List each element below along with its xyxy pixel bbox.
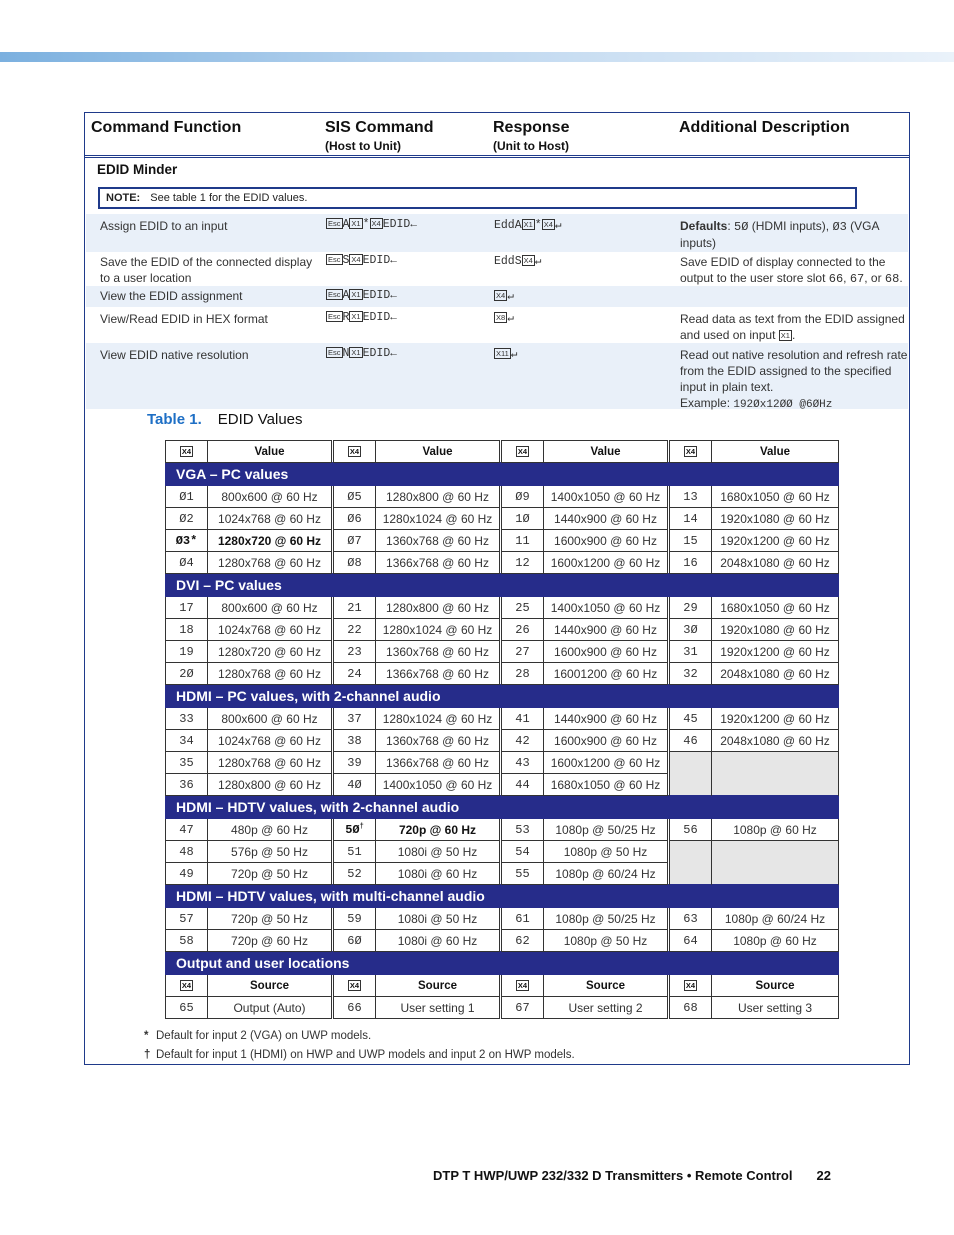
edid-value: 720p @ 50 Hz bbox=[208, 908, 332, 930]
table-section-band bbox=[166, 796, 839, 819]
edid-code: 64 bbox=[670, 930, 712, 952]
edid-value: 720p @ 60 Hz bbox=[208, 930, 332, 952]
edid-code: 58 bbox=[166, 930, 208, 952]
edid-value: 1366x768 @ 60 Hz bbox=[376, 663, 500, 685]
esc-key-icon: Esc bbox=[328, 290, 341, 299]
table-row bbox=[166, 841, 839, 863]
edid-value: 1360x768 @ 60 Hz bbox=[376, 641, 500, 663]
header-col3-sub: (Unit to Host) bbox=[493, 139, 569, 153]
edid-value: 2048x1080 @ 60 Hz bbox=[712, 552, 839, 574]
edid-value: 576p @ 50 Hz bbox=[208, 841, 332, 863]
source-header-row bbox=[166, 975, 839, 997]
table-row bbox=[166, 486, 839, 508]
edid-value: 1366x768 @ 60 Hz bbox=[376, 552, 500, 574]
edid-value: 800x600 @ 60 Hz bbox=[208, 708, 332, 730]
esc-key-icon: Esc bbox=[328, 312, 341, 321]
edid-value: 1024x768 @ 60 Hz bbox=[208, 619, 332, 641]
edid-value: 2048x1080 @ 60 Hz bbox=[712, 663, 839, 685]
table-row bbox=[166, 508, 839, 530]
x4-header bbox=[166, 975, 208, 997]
table-row bbox=[166, 997, 839, 1019]
edid-code: 63 bbox=[670, 908, 712, 930]
edid-code: 56 bbox=[670, 819, 712, 841]
x4-variable-icon: X4 bbox=[181, 446, 192, 456]
section-title: HDMI – HDTV values, with multi-channel audio bbox=[166, 885, 839, 908]
edid-value: 16001200 @ 60 Hz bbox=[544, 663, 668, 685]
top-accent-bar bbox=[0, 52, 954, 62]
edid-value: 1600x1200 @ 60 Hz bbox=[544, 752, 668, 774]
table-header-row bbox=[166, 441, 839, 463]
edid-value: 1280x800 @ 60 Hz bbox=[376, 486, 500, 508]
header-additional-description bbox=[679, 119, 850, 137]
edid-value: 1080p @ 50/25 Hz bbox=[544, 819, 668, 841]
edid-value: 1360x768 @ 60 Hz bbox=[376, 530, 500, 552]
edid-code: 45 bbox=[670, 708, 712, 730]
edid-code: 28 bbox=[502, 663, 544, 685]
response bbox=[494, 347, 517, 361]
x4-variable-icon: X4 bbox=[543, 220, 553, 229]
sis-command: Esc N X1 EDID← bbox=[328, 347, 397, 360]
table-section-band bbox=[166, 885, 839, 908]
x4-header bbox=[502, 441, 544, 463]
edid-value: 800x600 @ 60 Hz bbox=[208, 486, 332, 508]
x4-variable-icon: X4 bbox=[685, 446, 696, 456]
additional-description: Save EDID of display connected to the output to the user store slot 66, 67, or 68. bbox=[680, 255, 903, 286]
edid-code: 48 bbox=[166, 841, 208, 863]
edid-code: 54 bbox=[502, 841, 544, 863]
command-row-view-assignment bbox=[86, 286, 908, 307]
additional-description: Read out native resolution and refresh rate from the EDID assigned to the specified input in plain text. Example: 192Øx12ØØ @6ØHz bbox=[680, 348, 908, 411]
edid-code: 57 bbox=[166, 908, 208, 930]
edid-code: Ø4 bbox=[166, 552, 208, 574]
edid-value: 1080i @ 60 Hz bbox=[376, 930, 500, 952]
edid-code: 27 bbox=[502, 641, 544, 663]
empty-cell bbox=[670, 774, 712, 796]
edid-code: 66 bbox=[334, 997, 376, 1019]
footnote-vga-default: * Default for input 2 (VGA) on UWP models. bbox=[144, 1030, 372, 1042]
edid-code: 47 bbox=[166, 819, 208, 841]
x4-variable-icon: X4 bbox=[349, 446, 360, 456]
edid-code: 3Ø bbox=[670, 619, 712, 641]
edid-value: 1280x768 @ 60 Hz bbox=[208, 552, 332, 574]
x4-variable-icon: X4 bbox=[523, 256, 533, 265]
command-row-assign-edid bbox=[86, 214, 908, 252]
edid-value: 1366x768 @ 60 Hz bbox=[376, 752, 500, 774]
edid-code: 46 bbox=[670, 730, 712, 752]
x4-variable-icon: X4 bbox=[371, 219, 381, 228]
edid-value: 1600x900 @ 60 Hz bbox=[544, 730, 668, 752]
edid-value: 1400x1050 @ 60 Hz bbox=[544, 486, 668, 508]
edid-value: User setting 3 bbox=[712, 997, 839, 1019]
table-section-band bbox=[166, 952, 839, 975]
value-header: Value bbox=[208, 441, 332, 463]
x4-variable-icon: X4 bbox=[517, 980, 528, 990]
edid-code: 51 bbox=[334, 841, 376, 863]
edid-code: Ø6 bbox=[334, 508, 376, 530]
edid-value: 1280x1024 @ 60 Hz bbox=[376, 708, 500, 730]
return-icon: ↵ bbox=[510, 349, 518, 361]
edid-value: 1280x768 @ 60 Hz bbox=[208, 663, 332, 685]
table-row bbox=[166, 597, 839, 619]
edid-value: 2048x1080 @ 60 Hz bbox=[712, 730, 839, 752]
edid-value: 1080p @ 50 Hz bbox=[544, 841, 668, 863]
note-box bbox=[98, 187, 857, 209]
table-number: Table 1. bbox=[147, 411, 202, 428]
edid-code: 49 bbox=[166, 863, 208, 885]
table-section-band bbox=[166, 463, 839, 486]
x1-variable-icon: X1 bbox=[523, 220, 533, 229]
edid-code: 32 bbox=[670, 663, 712, 685]
edid-value: Output (Auto) bbox=[208, 997, 332, 1019]
edid-code: 65 bbox=[166, 997, 208, 1019]
empty-cell bbox=[712, 841, 839, 863]
table-section-band bbox=[166, 685, 839, 708]
sis-command: Esc A X1 * X4 EDID← bbox=[328, 218, 417, 231]
esc-key-icon: Esc bbox=[328, 255, 341, 264]
enter-arrow-icon: ← bbox=[390, 290, 397, 302]
command-row-native-resolution bbox=[86, 343, 908, 409]
dagger-mark: † bbox=[359, 822, 364, 831]
edid-code: 18 bbox=[166, 619, 208, 641]
table-row bbox=[166, 774, 839, 796]
x8-variable-icon: X8 bbox=[496, 313, 506, 322]
table-row bbox=[166, 752, 839, 774]
edid-value: 1080i @ 60 Hz bbox=[376, 863, 500, 885]
header-col3: Response bbox=[493, 119, 570, 136]
x4-header bbox=[334, 975, 376, 997]
value-header: Value bbox=[544, 441, 668, 463]
return-icon: ↵ bbox=[507, 291, 514, 303]
edid-value: 1280x800 @ 60 Hz bbox=[208, 774, 332, 796]
x4-variable-icon: X4 bbox=[517, 446, 528, 456]
enter-arrow-icon: ← bbox=[390, 348, 397, 360]
edid-value: 1280x1024 @ 60 Hz bbox=[376, 619, 500, 641]
section-title: HDMI – PC values, with 2-channel audio bbox=[166, 685, 839, 708]
source-header: Source bbox=[208, 975, 332, 997]
command-row-read-hex bbox=[86, 307, 908, 343]
edid-code: 14 bbox=[670, 508, 712, 530]
note-label: NOTE: bbox=[106, 192, 141, 204]
table-row bbox=[166, 930, 839, 952]
edid-value: 1440x900 @ 60 Hz bbox=[544, 508, 668, 530]
edid-value: 720p @ 50 Hz bbox=[208, 863, 332, 885]
edid-code: 61 bbox=[502, 908, 544, 930]
edid-value: 720p @ 60 Hz bbox=[376, 819, 500, 841]
footnote-hdmi-default: † Default for input 1 (HDMI) on HWP and UWP models and input 2 on HWP models. bbox=[144, 1049, 575, 1061]
x4-variable-icon: X4 bbox=[351, 255, 361, 264]
x4-variable-icon: X4 bbox=[181, 980, 192, 990]
edid-code: 31 bbox=[670, 641, 712, 663]
edid-code: 38 bbox=[334, 730, 376, 752]
edid-value: 1680x1050 @ 60 Hz bbox=[712, 486, 839, 508]
edid-value: 1080i @ 50 Hz bbox=[376, 908, 500, 930]
section-title: VGA – PC values bbox=[166, 463, 839, 486]
header-col2: SIS Command bbox=[325, 119, 434, 136]
edid-value: 1024x768 @ 60 Hz bbox=[208, 730, 332, 752]
table-title: EDID Values bbox=[217, 411, 303, 428]
edid-value: 1280x768 @ 60 Hz bbox=[208, 752, 332, 774]
table-row bbox=[166, 730, 839, 752]
edid-value: 1280x1024 @ 60 Hz bbox=[376, 508, 500, 530]
header-response bbox=[493, 119, 569, 153]
response: EddS X4 ↵ bbox=[494, 255, 542, 268]
edid-value: 1080p @ 60/24 Hz bbox=[712, 908, 839, 930]
x4-variable-icon: X4 bbox=[349, 980, 360, 990]
edid-code: 25 bbox=[502, 597, 544, 619]
empty-cell bbox=[712, 752, 839, 774]
command-row-save-edid bbox=[86, 250, 908, 286]
edid-code: 53 bbox=[502, 819, 544, 841]
edid-code: 34 bbox=[166, 730, 208, 752]
edid-code: 22 bbox=[334, 619, 376, 641]
edid-code: Ø8 bbox=[334, 552, 376, 574]
edid-value: 1080i @ 50 Hz bbox=[376, 841, 500, 863]
edid-code: 44 bbox=[502, 774, 544, 796]
edid-code: 6Ø bbox=[334, 930, 376, 952]
edid-code: 39 bbox=[334, 752, 376, 774]
edid-value: User setting 2 bbox=[544, 997, 668, 1019]
header-col1: Command Function bbox=[91, 119, 242, 136]
section-title: EDID Minder bbox=[97, 162, 178, 177]
x4-header bbox=[502, 975, 544, 997]
table-row bbox=[166, 819, 839, 841]
table-row bbox=[166, 552, 839, 574]
table-row bbox=[166, 663, 839, 685]
empty-cell bbox=[670, 863, 712, 885]
edid-code: 62 bbox=[502, 930, 544, 952]
response: EddA X1 * X4 ↵ bbox=[494, 219, 562, 232]
table-section-band bbox=[166, 574, 839, 597]
empty-cell bbox=[712, 774, 839, 796]
edid-code: 41 bbox=[502, 708, 544, 730]
edid-code: 33 bbox=[166, 708, 208, 730]
x4-header bbox=[166, 441, 208, 463]
source-header: Source bbox=[712, 975, 839, 997]
response bbox=[494, 289, 514, 303]
edid-code: 52 bbox=[334, 863, 376, 885]
edid-value: 1920x1080 @ 60 Hz bbox=[712, 508, 839, 530]
value-header: Value bbox=[376, 441, 500, 463]
edid-code: 17 bbox=[166, 597, 208, 619]
edid-value: 1920x1200 @ 60 Hz bbox=[712, 641, 839, 663]
edid-value: 1280x800 @ 60 Hz bbox=[376, 597, 500, 619]
return-icon: ↵ bbox=[554, 220, 562, 232]
edid-code: Ø3* bbox=[166, 530, 208, 552]
edid-value: 1920x1080 @ 60 Hz bbox=[712, 619, 839, 641]
command-function: Assign EDID to an input bbox=[100, 219, 228, 233]
edid-value: 1600x900 @ 60 Hz bbox=[544, 530, 668, 552]
edid-code: 23 bbox=[334, 641, 376, 663]
header-col2-sub: (Host to Unit) bbox=[325, 139, 401, 153]
edid-code: 16 bbox=[670, 552, 712, 574]
x11-variable-icon: X11 bbox=[496, 349, 509, 358]
response bbox=[494, 311, 514, 325]
edid-value: 1440x900 @ 60 Hz bbox=[544, 708, 668, 730]
sis-command: Esc R X1 EDID← bbox=[328, 311, 397, 324]
x1-variable-icon: X1 bbox=[351, 290, 361, 299]
x4-header bbox=[670, 975, 712, 997]
edid-value: 1024x768 @ 60 Hz bbox=[208, 508, 332, 530]
command-function: Save the EDID of the connected display to a user location bbox=[100, 255, 313, 285]
edid-code: 1Ø bbox=[502, 508, 544, 530]
return-icon: ↵ bbox=[534, 256, 542, 268]
x1-variable-icon: X1 bbox=[780, 331, 790, 340]
section-title: Output and user locations bbox=[166, 952, 839, 975]
table-row bbox=[166, 530, 839, 552]
x1-variable-icon: X1 bbox=[351, 348, 361, 357]
edid-value: 1920x1200 @ 60 Hz bbox=[712, 708, 839, 730]
additional-description: Defaults: 5Ø (HDMI inputs), Ø3 (VGA inputs) bbox=[680, 219, 879, 250]
source-header: Source bbox=[376, 975, 500, 997]
table-row bbox=[166, 908, 839, 930]
edid-code: 15 bbox=[670, 530, 712, 552]
table-caption bbox=[147, 411, 303, 428]
edid-code: 21 bbox=[334, 597, 376, 619]
enter-arrow-icon: ← bbox=[390, 255, 397, 267]
empty-cell bbox=[670, 752, 712, 774]
edid-code: Ø2 bbox=[166, 508, 208, 530]
empty-cell bbox=[670, 841, 712, 863]
edid-value: 1600x900 @ 60 Hz bbox=[544, 641, 668, 663]
table-row bbox=[166, 708, 839, 730]
header-command-function bbox=[91, 119, 241, 137]
edid-code: 37 bbox=[334, 708, 376, 730]
edid-code: Ø1 bbox=[166, 486, 208, 508]
header-col4: Additional Description bbox=[679, 119, 850, 136]
esc-key-icon: Esc bbox=[328, 348, 341, 357]
edid-code: 13 bbox=[670, 486, 712, 508]
edid-value: 1080p @ 60/24 Hz bbox=[544, 863, 668, 885]
edid-value: 1080p @ 60 Hz bbox=[712, 930, 839, 952]
edid-value: User setting 1 bbox=[376, 997, 500, 1019]
edid-value: 1280x720 @ 60 Hz bbox=[208, 530, 332, 552]
edid-value: 1600x1200 @ 60 Hz bbox=[544, 552, 668, 574]
edid-value: 1080p @ 50/25 Hz bbox=[544, 908, 668, 930]
header-divider bbox=[85, 157, 909, 158]
source-header: Source bbox=[544, 975, 668, 997]
edid-value: 1400x1050 @ 60 Hz bbox=[376, 774, 500, 796]
command-table-header bbox=[85, 113, 909, 156]
x1-variable-icon: X1 bbox=[351, 219, 361, 228]
edid-code: 59 bbox=[334, 908, 376, 930]
edid-code: 42 bbox=[502, 730, 544, 752]
footer-title: DTP T HWP/UWP 232/332 D Transmitters • Remote Control bbox=[433, 1168, 793, 1183]
edid-code: 5Ø† bbox=[334, 819, 376, 841]
edid-code: 19 bbox=[166, 641, 208, 663]
page-footer bbox=[433, 1168, 831, 1183]
edid-value: 1080p @ 50 Hz bbox=[544, 930, 668, 952]
edid-value: 1680x1050 @ 60 Hz bbox=[712, 597, 839, 619]
edid-code: Ø5 bbox=[334, 486, 376, 508]
edid-code: 29 bbox=[670, 597, 712, 619]
empty-cell bbox=[712, 863, 839, 885]
edid-code: 11 bbox=[502, 530, 544, 552]
value-header: Value bbox=[712, 441, 839, 463]
header-sis-command bbox=[325, 119, 433, 153]
enter-arrow-icon: ← bbox=[390, 312, 397, 324]
edid-code: Ø9 bbox=[502, 486, 544, 508]
section-title: DVI – PC values bbox=[166, 574, 839, 597]
x4-variable-icon: X4 bbox=[685, 980, 696, 990]
return-icon: ↵ bbox=[507, 313, 514, 325]
page-number: 22 bbox=[816, 1168, 831, 1183]
edid-value: 480p @ 60 Hz bbox=[208, 819, 332, 841]
edid-value: 800x600 @ 60 Hz bbox=[208, 597, 332, 619]
sis-command: Esc A X1 EDID← bbox=[328, 289, 397, 302]
x4-header bbox=[334, 441, 376, 463]
additional-description: Read data as text from the EDID assigned and used on input X1 . bbox=[680, 312, 905, 342]
edid-code: 2Ø bbox=[166, 663, 208, 685]
x4-header bbox=[670, 441, 712, 463]
edid-value: 1280x720 @ 60 Hz bbox=[208, 641, 332, 663]
edid-code: 67 bbox=[502, 997, 544, 1019]
edid-value: 1440x900 @ 60 Hz bbox=[544, 619, 668, 641]
table-row bbox=[166, 641, 839, 663]
edid-code: 12 bbox=[502, 552, 544, 574]
edid-code: 68 bbox=[670, 997, 712, 1019]
edid-code: Ø7 bbox=[334, 530, 376, 552]
command-function: View/Read EDID in HEX format bbox=[100, 312, 268, 326]
edid-code: 4Ø bbox=[334, 774, 376, 796]
note-text: See table 1 for the EDID values. bbox=[150, 192, 308, 204]
edid-value: 1360x768 @ 60 Hz bbox=[376, 730, 500, 752]
edid-code: 35 bbox=[166, 752, 208, 774]
table-row bbox=[166, 863, 839, 885]
command-function: View the EDID assignment bbox=[100, 289, 243, 303]
table-row bbox=[166, 619, 839, 641]
edid-code: 24 bbox=[334, 663, 376, 685]
edid-value: 1400x1050 @ 60 Hz bbox=[544, 597, 668, 619]
x4-variable-icon: X4 bbox=[496, 291, 506, 300]
sis-command: Esc S X4 EDID← bbox=[328, 254, 397, 267]
section-title: HDMI – HDTV values, with 2-channel audio bbox=[166, 796, 839, 819]
edid-code: 36 bbox=[166, 774, 208, 796]
enter-arrow-icon: ← bbox=[410, 219, 417, 231]
edid-value: 1680x1050 @ 60 Hz bbox=[544, 774, 668, 796]
esc-key-icon: Esc bbox=[328, 219, 341, 228]
edid-code: 26 bbox=[502, 619, 544, 641]
edid-values-table bbox=[165, 440, 839, 1019]
edid-value: 1080p @ 60 Hz bbox=[712, 819, 839, 841]
edid-code: 55 bbox=[502, 863, 544, 885]
x1-variable-icon: X1 bbox=[351, 312, 361, 321]
edid-value: 1920x1200 @ 60 Hz bbox=[712, 530, 839, 552]
edid-code: 43 bbox=[502, 752, 544, 774]
command-function: View EDID native resolution bbox=[100, 348, 249, 362]
